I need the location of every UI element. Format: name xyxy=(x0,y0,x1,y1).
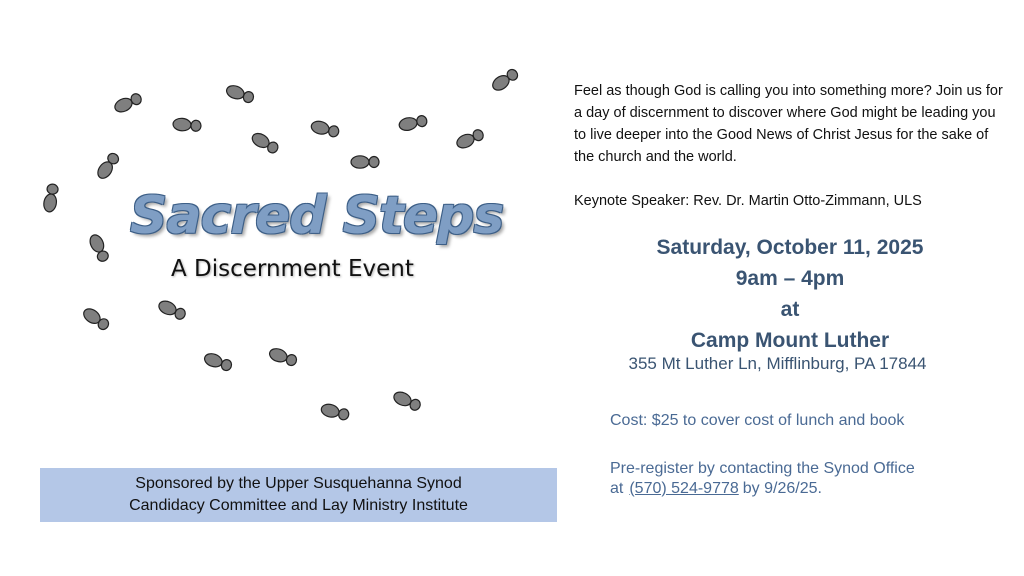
footprint-icon xyxy=(248,129,282,158)
footprint-icon xyxy=(390,387,424,414)
event-venue: Camp Mount Luther xyxy=(690,329,890,352)
event-time: 9am – 4pm xyxy=(735,267,845,290)
event-details xyxy=(600,232,980,356)
phone-link[interactable]: (570) 524-9778 xyxy=(629,480,739,497)
footprint-icon xyxy=(318,400,351,423)
footprint-icon xyxy=(93,149,123,183)
event-date: Saturday, October 11, 2025 xyxy=(656,236,924,259)
sponsor-box xyxy=(40,468,557,522)
footprint-icon xyxy=(85,231,112,265)
preregister-deadline: by 9/26/25. xyxy=(742,480,822,497)
footprint-icon xyxy=(201,349,235,374)
footprint-icon xyxy=(111,89,145,116)
footprint-icon xyxy=(171,116,202,135)
keynote-speaker: Keynote Speaker: Rev. Dr. Martin Otto-Zimmann, ULS xyxy=(574,193,922,209)
footprint-icon xyxy=(397,112,430,134)
intro-paragraph: Feel as though God is calling you into something more? Join us for a day of discernment to discover where God might be leading you to live deeper into the Good News of Christ Jesus for the sake of the church and the world. xyxy=(574,83,1003,165)
footprint-icon xyxy=(223,81,257,106)
sponsor-line-1: Sponsored by the Upper Susquehanna Synod xyxy=(135,475,462,492)
event-address: 355 Mt Luther Ln, Mifflinburg, PA 17844 xyxy=(628,354,927,373)
footprint-icon xyxy=(308,117,341,140)
intro-section xyxy=(574,80,1004,212)
preregister-contact xyxy=(610,479,1010,499)
footprint-icon xyxy=(41,182,62,214)
footprint-icon xyxy=(350,154,380,170)
event-cost: Cost: $25 to cover cost of lunch and book xyxy=(610,412,905,429)
event-at: at xyxy=(780,298,800,321)
footprint-icon xyxy=(79,304,113,334)
preregister-text: Pre-register by contacting the Synod Office xyxy=(610,460,915,477)
footprint-icon xyxy=(155,296,189,323)
footprint-icon xyxy=(453,125,487,152)
preregister-at: at xyxy=(610,480,624,497)
event-title: Sacred Steps xyxy=(130,186,504,246)
event-subtitle: A Discernment Event xyxy=(171,256,414,282)
sponsor-line-2: Candidacy Committee and Lay Ministry Institute xyxy=(129,497,468,514)
footprint-icon xyxy=(488,65,522,95)
footprint-icon xyxy=(266,344,300,369)
preregister-info xyxy=(610,459,1010,499)
